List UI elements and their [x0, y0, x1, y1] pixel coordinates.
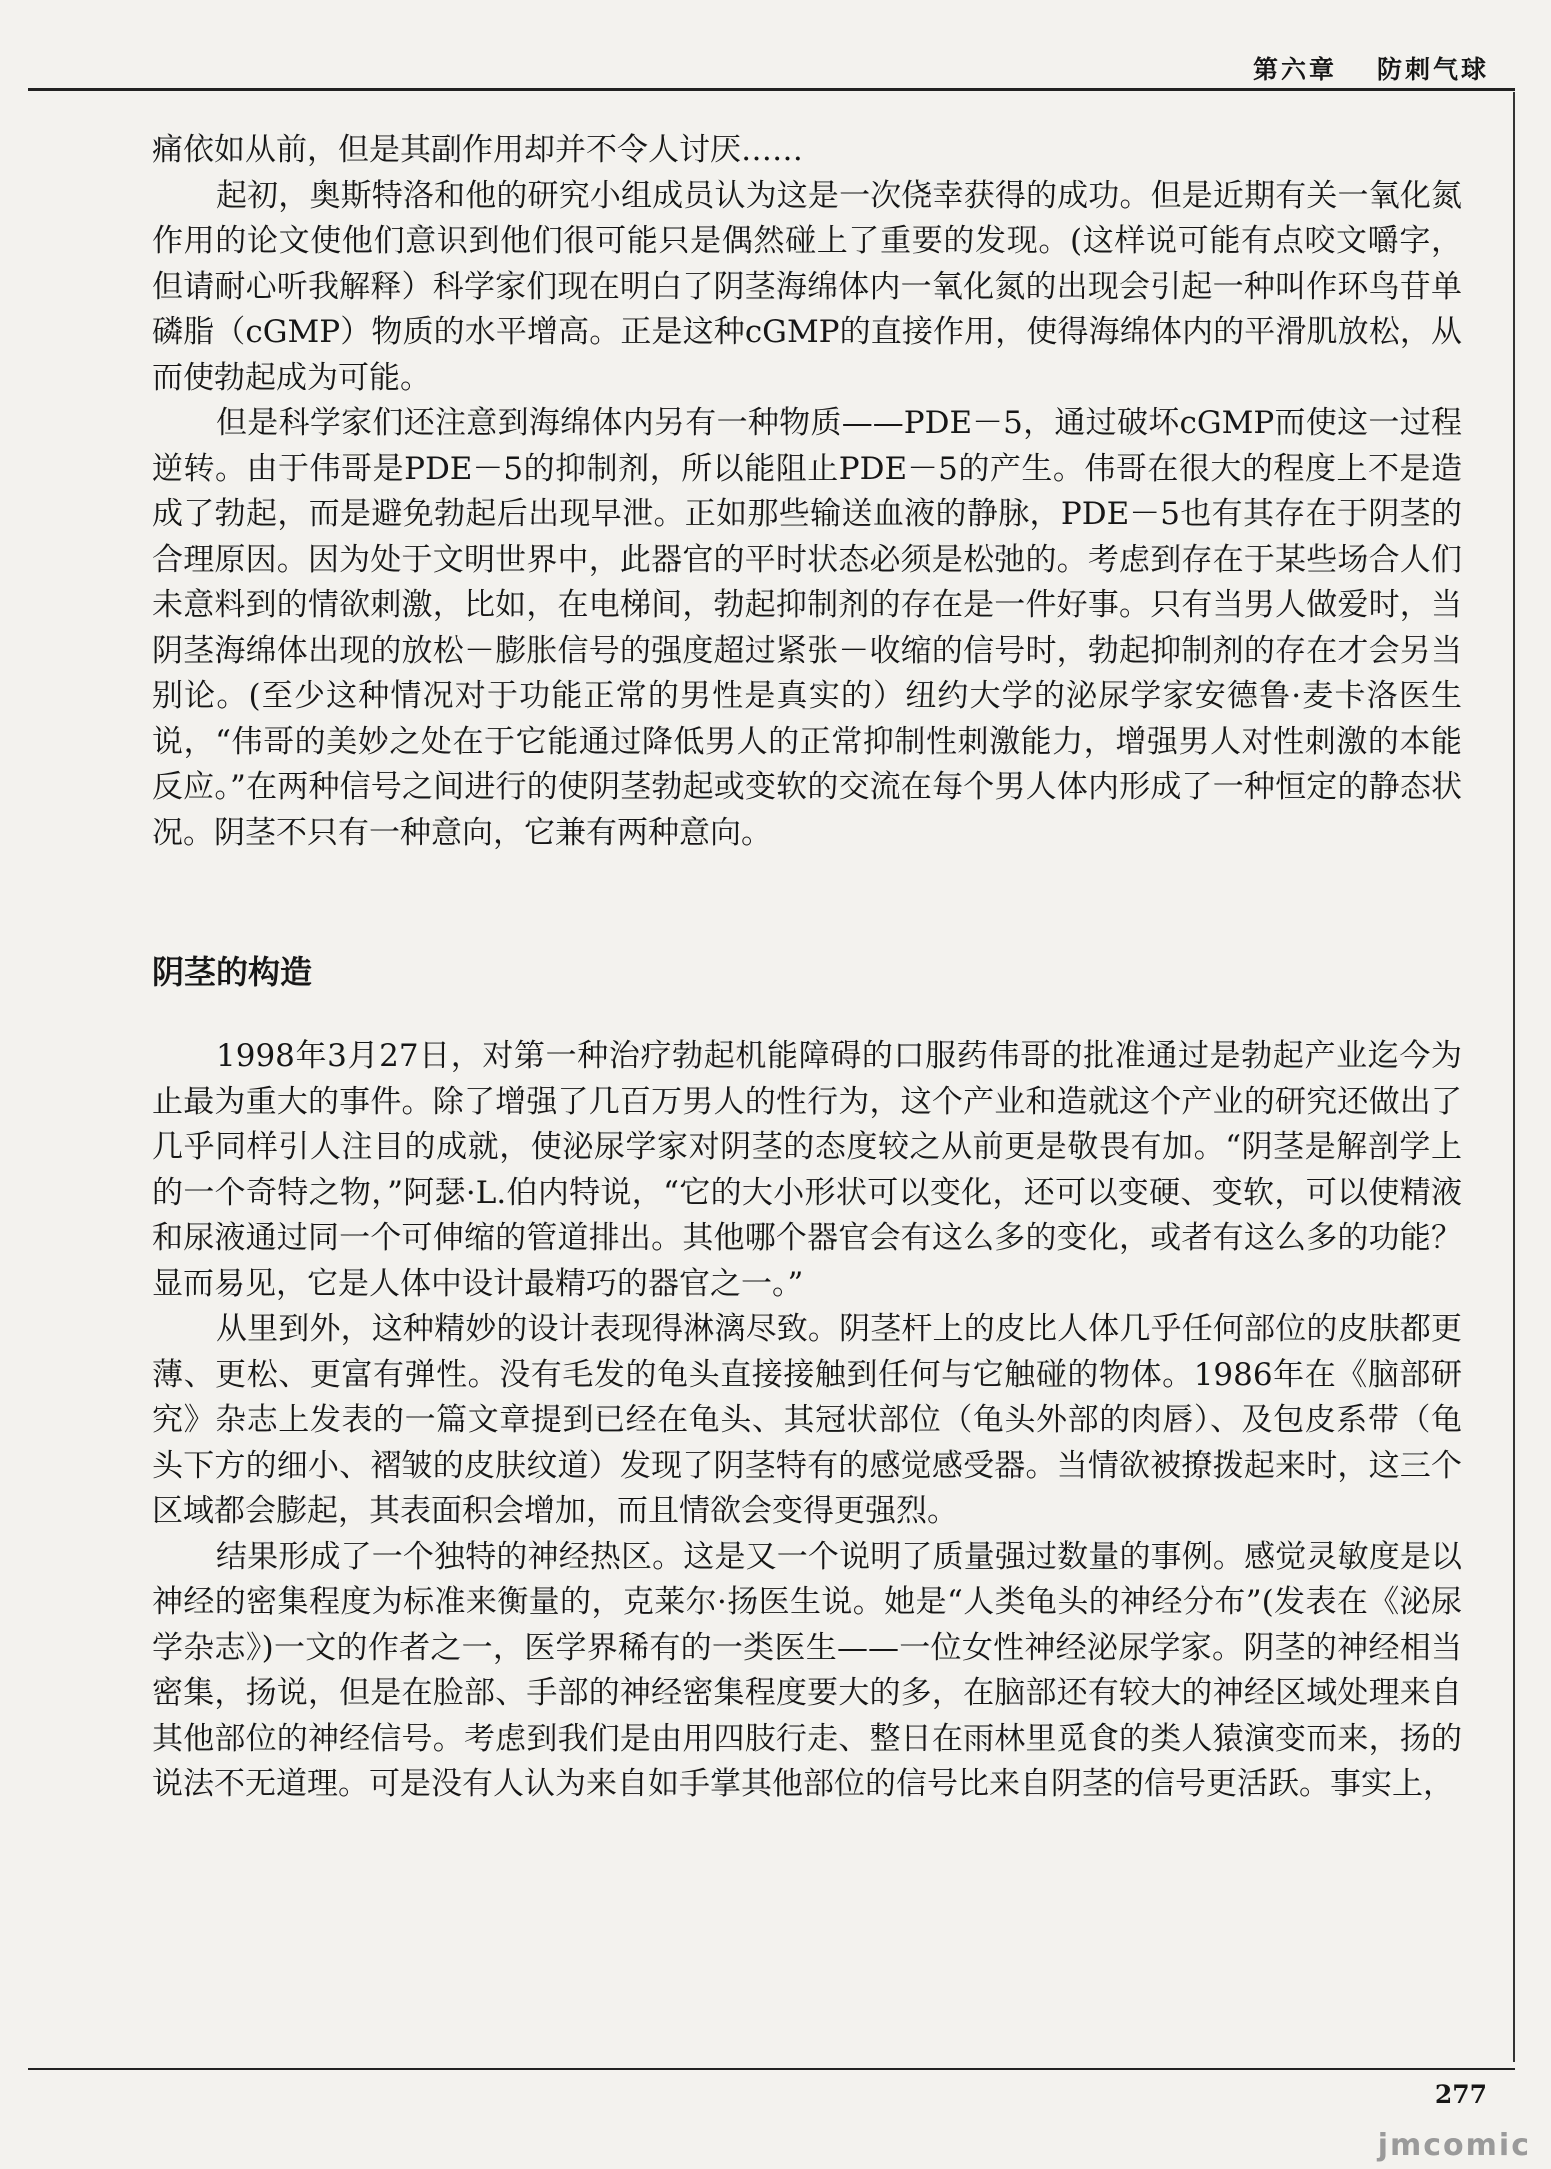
paragraph: 但是科学家们还注意到海绵体内另有一种物质——PDE－5，通过破坏cGMP而使这一过程逆转。由于伟哥是PDE－5的抑制剂，所以能阻止PDE－5的产生。伟哥在很大的程度上不是造成了勃起，而是避免勃起后出现早泄。正如那些输送血液的静脉，PDE－5也有其存在于阴茎的合理原因。因为处于文明世界中，此器官的平时状态必须是松弛的。考虑到存在于某些场合人们未意料到的情欲刺激，比如，在电梯间，勃起抑制剂的存在是一件好事。只有当男人做爱时，当阴茎海绵体出现的放松－膨胀信号的强度超过紧张－收缩的信号时，勃起抑制剂的存在才会另当别论。(至少这种情况对于功能正常的男性是真实的）纽约大学的泌尿学家安德鲁·麦卡洛医生说，“伟哥的美妙之处在于它能通过降低男人的正常抑制性刺激能力，增强男人对性刺激的本能反应。”在两种信号之间进行的使阴茎勃起或变软的交流在每个男人体内形成了一种恒定的静态状况。阴茎不只有一种意向，它兼有两种意向。: [152, 405, 1462, 851]
chapter-number: 第六章: [1252, 55, 1337, 84]
footer-rule: [28, 2068, 1515, 2070]
paragraph: 起初，奥斯特洛和他的研究小组成员认为这是一次侥幸获得的成功。但是近期有关一氧化氮作用的论文使他们意识到他们很可能只是偶然碰上了重要的发现。(这样说可能有点咬文嚼字，但请耐心听我解释）科学家们现在明白了阴茎海绵体内一氧化氮的出现会引起一种叫作环鸟苷单磷脂（cGMP）物质的水平增高。正是这种cGMP的直接作用，使得海绵体内的平滑肌放松，从而使勃起成为可能。: [152, 177, 1462, 396]
header-rule: [28, 88, 1515, 91]
watermark: jmcomic: [1377, 2128, 1531, 2163]
page-number: 277: [1434, 2080, 1487, 2109]
paragraph: 痛依如从前，但是其副作用却并不令人讨厌……: [152, 132, 803, 168]
section-title: 阴茎的构造: [152, 953, 313, 991]
paragraph: 结果形成了一个独特的神经热区。这是又一个说明了质量强过数量的事例。感觉灵敏度是以神经的密集程度为标准来衡量的，克莱尔·扬医生说。她是“人类龟头的神经分布”(发表在《泌尿学杂志》)一文的作者之一，医学界稀有的一类医生——一位女性神经泌尿学家。阴茎的神经相当密集，扬说，但是在脸部、手部的神经密集程度要大的多，在脑部还有较大的神经区域处理来自其他部位的神经信号。考虑到我们是由用四肢行走、整日在雨林里觅食的类人猿演变而来，扬的说法不无道理。可是没有人认为来自如手掌其他部位的信号比来自阴茎的信号更活跃。事实上，: [152, 1538, 1462, 1802]
page-body: [152, 128, 1462, 1808]
running-head: [1253, 50, 1489, 86]
paragraph: 从里到外，这种精妙的设计表现得淋漓尽致。阴茎杆上的皮比人体几乎任何部位的皮肤都更薄、更松、更富有弹性。没有毛发的龟头直接接触到任何与它触碰的物体。1986年在《脑部研究》杂志上发表的一篇文章提到已经在龟头、其冠状部位（龟头外部的肉唇）、及包皮系带（龟头下方的细小、褶皱的皮肤纹道）发现了阴茎特有的感觉感受器。当情欲被撩拨起来时，这三个区域都会膨起，其表面积会增加，而且情欲会变得更强烈。: [152, 1311, 1462, 1529]
paragraph: 1998年3月27日，对第一种治疗勃起机能障碍的口服药伟哥的批准通过是勃起产业迄今为止最为重大的事件。除了增强了几百万男人的性行为，这个产业和造就这个产业的研究还做出了几乎同样引人注目的成就，使泌尿学家对阴茎的态度较之从前更是敬畏有加。“阴茎是解剖学上的一个奇特之物，”阿瑟·L.伯内特说，“它的大小形状可以变化，还可以变硬、变软，可以使精液和尿液通过同一个可伸缩的管道排出。其他哪个器官会有这么多的变化，或者有这么多的功能？显而易见，它是人体中设计最精巧的器官之一。”: [152, 1038, 1463, 1302]
margin-rule: [1513, 92, 1515, 2062]
chapter-title: 防刺气球: [1376, 55, 1489, 84]
